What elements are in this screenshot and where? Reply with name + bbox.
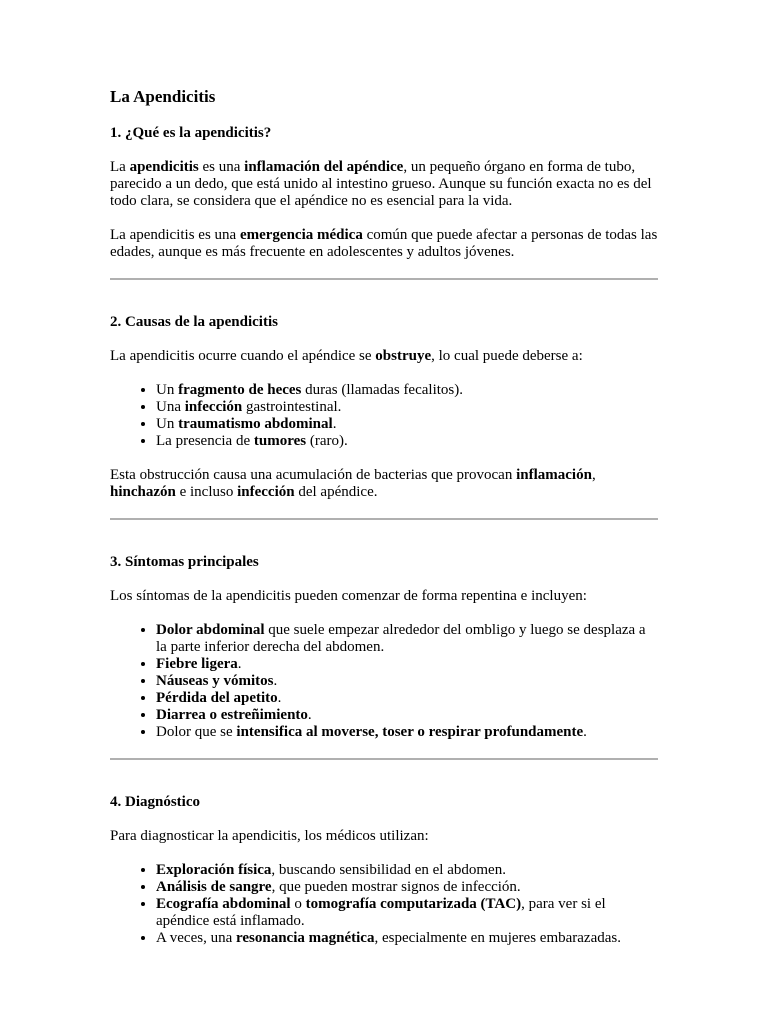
list-item — [156, 399, 658, 416]
text: , que pueden mostrar signos de infección. — [271, 879, 521, 895]
text: duras (llamadas fecalitos). — [301, 382, 463, 398]
text: Una — [156, 399, 185, 415]
paragraph-definition — [110, 159, 658, 210]
list-item — [156, 724, 658, 741]
text: del apéndice. — [294, 484, 378, 500]
bold-text: inflamación del apéndice — [244, 159, 404, 175]
text: , especialmente en mujeres embarazadas. — [374, 930, 621, 946]
section-heading-4: 4. Diagnóstico — [110, 794, 200, 810]
section-divider — [110, 758, 658, 760]
bold-text: Fiebre ligera — [156, 656, 238, 672]
bold-text: obstruye — [375, 348, 432, 364]
text: e incluso — [175, 484, 238, 500]
text: común que puede afectar a personas de todas las edades, aunque es más frecuente en adolescentes y adultos jóvenes. — [110, 227, 658, 260]
bold-text: Náuseas y vómitos — [156, 673, 274, 689]
list-item — [156, 707, 658, 724]
list-item — [156, 930, 658, 947]
bold-text: emergencia médica — [239, 227, 363, 243]
bold-text: tumores — [253, 433, 307, 449]
paragraph-causes-intro — [110, 348, 658, 365]
text: . — [332, 416, 337, 432]
bold-text: resonancia magnética — [235, 930, 375, 946]
list-item — [156, 862, 658, 879]
text: Dolor que se — [156, 724, 237, 740]
bold-text: infección — [237, 484, 295, 500]
text: . — [583, 724, 587, 740]
bold-text: infección — [184, 399, 243, 415]
symptoms-list — [110, 622, 658, 741]
text: , buscando sensibilidad en el abdomen. — [271, 862, 506, 878]
text: o — [290, 896, 306, 912]
paragraph-symptoms-intro: Los síntomas de la apendicitis pueden comenzar de forma repentina e incluyen: — [110, 588, 587, 604]
text: A veces, una — [156, 930, 236, 946]
text: , un pequeño órgano en forma de tubo, parecido a un dedo, que está unido al intestino grueso. Aunque su función exacta no es del todo clara, se considera que el apéndice no es esencial para la vida. — [110, 159, 652, 209]
section-divider — [110, 278, 658, 280]
bold-text: traumatismo abdominal — [178, 416, 333, 432]
text: . — [237, 656, 242, 672]
list-item — [156, 382, 658, 399]
bold-text: fragmento de heces — [178, 382, 302, 398]
text: (raro). — [306, 433, 348, 449]
paragraph-diagnosis-intro: Para diagnosticar la apendicitis, los médicos utilizan: — [110, 828, 429, 844]
list-item — [156, 656, 658, 673]
bold-text: intensifica al moverse, toser o respirar profundamente — [236, 724, 584, 740]
text: gastrointestinal. — [242, 399, 342, 415]
section-divider — [110, 518, 658, 520]
causes-list — [110, 382, 658, 450]
text: . — [307, 707, 312, 723]
document-title: La Apendicitis — [110, 87, 216, 106]
list-item — [156, 896, 658, 930]
text: es una — [198, 159, 245, 175]
text: La — [110, 159, 130, 175]
text: La presencia de — [156, 433, 254, 449]
bold-text: Dolor abdominal — [156, 622, 265, 638]
text: , para ver si el apéndice está inflamado. — [156, 896, 606, 929]
section-heading-1: 1. ¿Qué es la apendicitis? — [110, 125, 272, 141]
text: Un — [156, 416, 179, 432]
list-item — [156, 416, 658, 433]
text: . — [277, 690, 282, 706]
bold-text: hinchazón — [110, 484, 176, 500]
bold-text: tomografía computarizada (TAC) — [305, 896, 522, 912]
bold-text: Diarrea o estreñimiento — [156, 707, 308, 723]
text: , lo cual puede deberse a: — [431, 348, 583, 364]
bold-text: Pérdida del apetito — [156, 690, 278, 706]
bold-text: apendicitis — [129, 159, 199, 175]
paragraph-causes-outro — [110, 467, 658, 501]
text: , — [591, 467, 596, 483]
text: que suele empezar alrededor del ombligo y luego se desplaza a la parte inferior derecha del abdomen. — [156, 622, 646, 655]
bold-text: inflamación — [516, 467, 592, 483]
bold-text: Ecografía abdominal — [156, 896, 291, 912]
list-item — [156, 622, 658, 656]
paragraph-emergency — [110, 227, 658, 261]
bold-text: Exploración física — [156, 862, 272, 878]
list-item — [156, 879, 658, 896]
text: Un — [156, 382, 179, 398]
bold-text: Análisis de sangre — [156, 879, 272, 895]
text: . — [273, 673, 278, 689]
list-item — [156, 690, 658, 707]
text: La apendicitis ocurre cuando el apéndice se — [110, 348, 376, 364]
section-heading-3: 3. Síntomas principales — [110, 554, 259, 570]
text: La apendicitis es una — [110, 227, 240, 243]
list-item — [156, 433, 658, 450]
text: Esta obstrucción causa una acumulación de bacterias que provocan — [110, 467, 517, 483]
diagnosis-list — [110, 862, 658, 947]
list-item — [156, 673, 658, 690]
section-heading-2: 2. Causas de la apendicitis — [110, 314, 278, 330]
